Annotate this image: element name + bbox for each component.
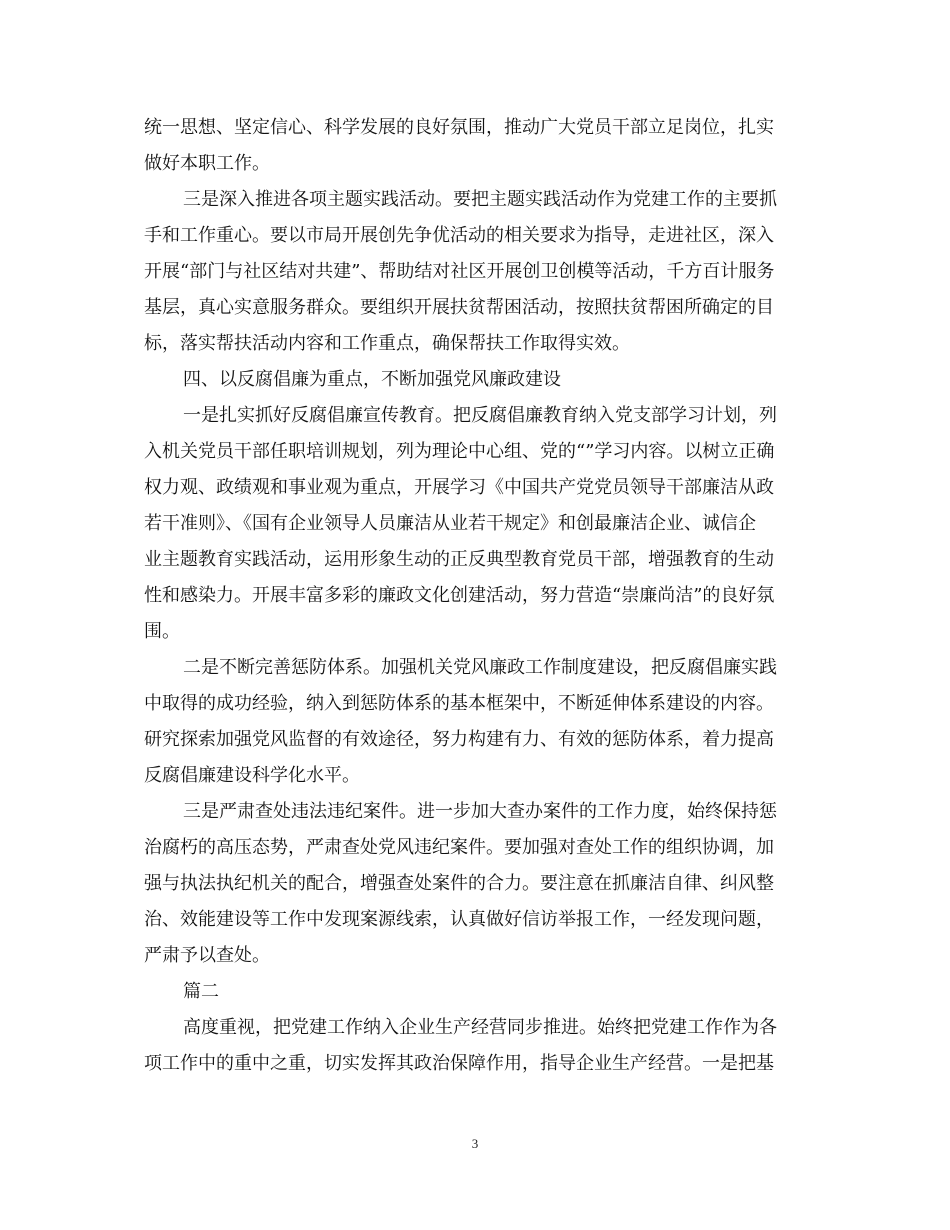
text-line: 治、效能建设等工作中发现案源线索，认真做好信访举报工作，一经发现问题， bbox=[144, 909, 774, 930]
text-line: 性和感染力。开展丰富多彩的廉政文化创建活动，努力营造“崇廉尚洁”的良好氛 bbox=[144, 585, 775, 606]
text-line: 若干准则》、《国有企业领导人员廉洁从业若干规定》和创最廉洁企业、诚信企 bbox=[144, 513, 756, 534]
text-line: 高度重视，把党建工作纳入企业生产经营同步推进。始终把党建工作作为各 bbox=[183, 1017, 777, 1038]
text-line: 三是严肃查处违法违纪案件。进一步加大查办案件的工作力度，始终保持惩 bbox=[183, 801, 777, 822]
text-line: 业主题教育实践活动，运用形象生动的正反典型教育党员干部，增强教育的生动 bbox=[144, 549, 774, 570]
text-line: 强与执法执纪机关的配合，增强查处案件的合力。要注意在抓廉洁自律、纠风整 bbox=[144, 873, 774, 894]
text-line: 篇二 bbox=[183, 981, 219, 1002]
text-line: 项工作中的重中之重，切实发挥其政治保障作用，指导企业生产经营。一是把基 bbox=[144, 1053, 774, 1074]
text-line: 三是深入推进各项主题实践活动。要把主题实践活动作为党建工作的主要抓 bbox=[183, 189, 777, 210]
text-line: 一是扎实抓好反腐倡廉宣传教育。把反腐倡廉教育纳入党支部学习计划，列 bbox=[183, 405, 777, 426]
text-line: 二是不断完善惩防体系。加强机关党风廉政工作制度建设，把反腐倡廉实践 bbox=[183, 657, 777, 678]
text-line: 标，落实帮扶活动内容和工作重点，确保帮扶工作取得实效。 bbox=[144, 333, 630, 354]
text-line: 反腐倡廉建设科学化水平。 bbox=[144, 765, 360, 786]
page-number: 3 bbox=[471, 1136, 479, 1151]
text-line: 手和工作重心。要以市局开展创先争优活动的相关要求为指导，走进社区，深入 bbox=[144, 225, 774, 246]
text-line: 做好本职工作。 bbox=[144, 153, 270, 174]
body-text bbox=[144, 110, 806, 1082]
text-line: 中取得的成功经验，纳入到惩防体系的基本框架中，不断延伸体系建设的内容。 bbox=[144, 693, 774, 714]
text-line: 围。 bbox=[144, 621, 180, 642]
text-line: 权力观、政绩观和事业观为重点，开展学习《中国共产党党员领导干部廉洁从政 bbox=[144, 477, 774, 498]
text-line: 治腐朽的高压态势，严肃查处党风违纪案件。要加强对查处工作的组织协调，加 bbox=[144, 837, 774, 858]
text-line: 开展“部门与社区结对共建”、帮助结对社区开展创卫创模等活动，千方百计服务 bbox=[144, 261, 775, 282]
text-line: 统一思想、坚定信心、科学发展的良好氛围，推动广大党员干部立足岗位，扎实 bbox=[144, 117, 774, 138]
text-line: 研究探索加强党风监督的有效途径，努力构建有力、有效的惩防体系，着力提高 bbox=[144, 729, 774, 750]
text-line: 严肃予以查处。 bbox=[144, 945, 270, 966]
text-line: 入机关党员干部任职培训规划，列为理论中心组、党的“”学习内容。以树立正确 bbox=[144, 441, 775, 462]
text-line: 四、以反腐倡廉为重点，不断加强党风廉政建设 bbox=[183, 369, 561, 390]
text-line: 基层，真心实意服务群众。要组织开展扶贫帮困活动，按照扶贫帮困所确定的目 bbox=[144, 297, 774, 318]
